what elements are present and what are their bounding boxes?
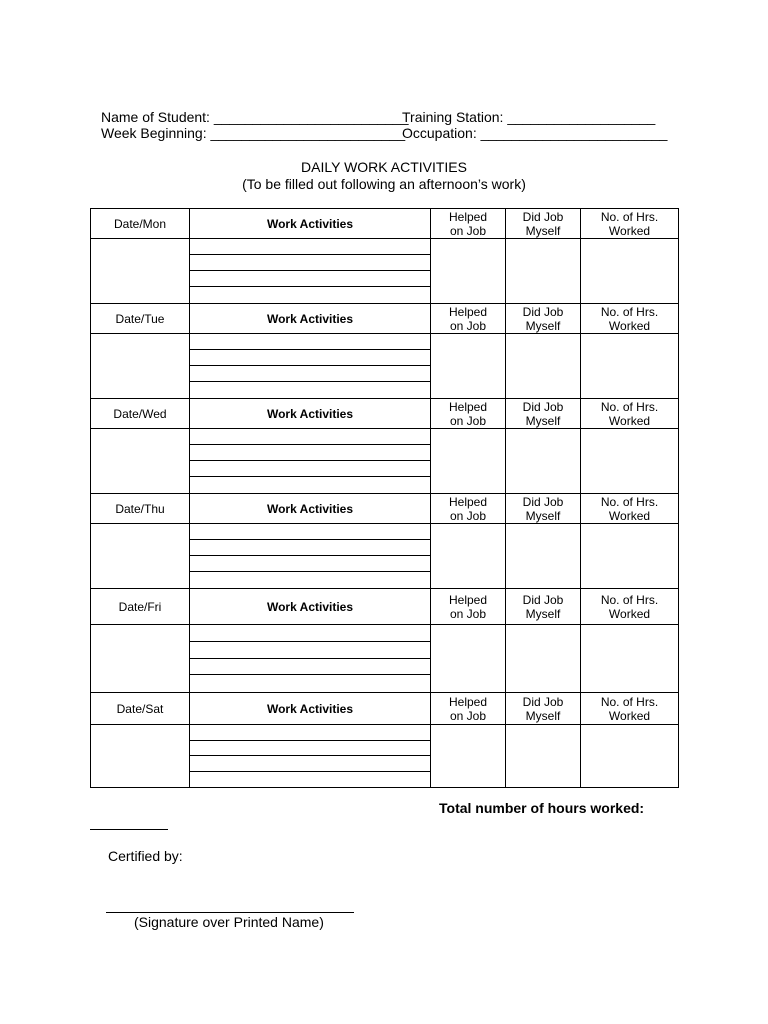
myself-entry-cell[interactable] [506,429,581,494]
activity-line[interactable] [190,287,430,303]
activity-line[interactable] [190,556,430,572]
activity-line[interactable] [190,366,430,382]
helped-entry-cell[interactable] [431,429,506,494]
helped-entry-cell[interactable] [431,524,506,589]
hours-entry-cell[interactable] [581,334,679,399]
hours-entry-cell[interactable] [581,239,679,304]
activities-entry-cell [190,725,431,788]
myself-entry-cell[interactable] [506,334,581,399]
occupation-field: Occupation: ________________________ [402,125,668,141]
day-entry-row [91,334,679,399]
hours-entry-cell[interactable] [581,625,679,693]
date-entry-cell[interactable] [91,334,190,399]
day-label: Date/Thu [91,494,190,524]
activity-line[interactable] [190,461,430,477]
day-label: Date/Mon [91,209,190,239]
hours-worked-header: No. of Hrs. Worked [581,589,679,625]
activities-entry-cell [190,524,431,589]
activities-entry-cell [190,625,431,693]
day-header-row [91,399,679,429]
helped-on-job-header: Helped on Job [431,209,506,239]
total-hours-blank-line [90,829,168,830]
activity-line[interactable] [190,675,430,692]
activity-line[interactable] [190,572,430,588]
activity-line[interactable] [190,625,430,642]
hours-entry-cell[interactable] [581,725,679,788]
day-label: Date/Tue [91,304,190,334]
week-beginning-field: Week Beginning: _________________________ [101,125,406,141]
signature-line [106,912,354,913]
work-activities-header: Work Activities [190,399,431,429]
signature-caption: (Signature over Printed Name) [134,914,324,930]
did-job-myself-header: Did Job Myself [506,209,581,239]
hours-worked-header: No. of Hrs. Worked [581,494,679,524]
day-header-row [91,693,679,725]
activity-line[interactable] [190,382,430,398]
activities-entry-cell [190,429,431,494]
did-job-myself-header: Did Job Myself [506,494,581,524]
activity-line[interactable] [190,445,430,461]
activity-line[interactable] [190,239,430,255]
total-hours-label: Total number of hours worked: [439,800,645,816]
activity-line[interactable] [190,429,430,445]
daily-activities-table [90,208,679,788]
activity-line[interactable] [190,524,430,540]
work-activities-header: Work Activities [190,494,431,524]
day-header-row [91,304,679,334]
helped-entry-cell[interactable] [431,239,506,304]
did-job-myself-header: Did Job Myself [506,304,581,334]
day-header-row [91,494,679,524]
training-station-field: Training Station: ___________________ [402,109,656,125]
work-activities-header: Work Activities [190,589,431,625]
hours-worked-header: No. of Hrs. Worked [581,209,679,239]
activity-line[interactable] [190,255,430,271]
helped-on-job-header: Helped on Job [431,494,506,524]
helped-on-job-header: Helped on Job [431,304,506,334]
helped-on-job-header: Helped on Job [431,399,506,429]
work-activities-header: Work Activities [190,304,431,334]
date-entry-cell[interactable] [91,524,190,589]
day-entry-row [91,625,679,693]
day-entry-row [91,239,679,304]
activity-line[interactable] [190,540,430,556]
activity-line[interactable] [190,772,430,788]
date-entry-cell[interactable] [91,725,190,788]
day-label: Date/Wed [91,399,190,429]
document-subtitle: (To be filled out following an afternoon’s work) [242,176,526,192]
date-entry-cell[interactable] [91,239,190,304]
activity-line[interactable] [190,756,430,772]
document-title: DAILY WORK ACTIVITIES [301,159,467,175]
hours-entry-cell[interactable] [581,524,679,589]
myself-entry-cell[interactable] [506,524,581,589]
day-header-row [91,209,679,239]
activity-line[interactable] [190,725,430,741]
did-job-myself-header: Did Job Myself [506,589,581,625]
helped-entry-cell[interactable] [431,725,506,788]
day-label: Date/Fri [91,589,190,625]
helped-entry-cell[interactable] [431,625,506,693]
work-activities-header: Work Activities [190,209,431,239]
hours-worked-header: No. of Hrs. Worked [581,693,679,725]
activities-entry-cell [190,334,431,399]
did-job-myself-header: Did Job Myself [506,693,581,725]
helped-on-job-header: Helped on Job [431,589,506,625]
activity-line[interactable] [190,350,430,366]
student-name-field: Name of Student: _________________________ [101,109,409,125]
activity-line[interactable] [190,271,430,287]
hours-worked-header: No. of Hrs. Worked [581,399,679,429]
helped-entry-cell[interactable] [431,334,506,399]
day-header-row [91,589,679,625]
myself-entry-cell[interactable] [506,625,581,693]
activity-line[interactable] [190,477,430,493]
work-activities-header: Work Activities [190,693,431,725]
day-entry-row [91,524,679,589]
certified-by-label: Certified by: [108,848,183,864]
helped-on-job-header: Helped on Job [431,693,506,725]
hours-worked-header: No. of Hrs. Worked [581,304,679,334]
did-job-myself-header: Did Job Myself [506,399,581,429]
day-label: Date/Sat [91,693,190,725]
hours-entry-cell[interactable] [581,429,679,494]
myself-entry-cell[interactable] [506,725,581,788]
activity-line[interactable] [190,334,430,350]
day-entry-row [91,429,679,494]
date-entry-cell[interactable] [91,625,190,693]
activity-line[interactable] [190,659,430,676]
day-entry-row [91,725,679,788]
date-entry-cell[interactable] [91,429,190,494]
myself-entry-cell[interactable] [506,239,581,304]
activities-entry-cell [190,239,431,304]
activity-line[interactable] [190,741,430,757]
activity-line[interactable] [190,642,430,659]
